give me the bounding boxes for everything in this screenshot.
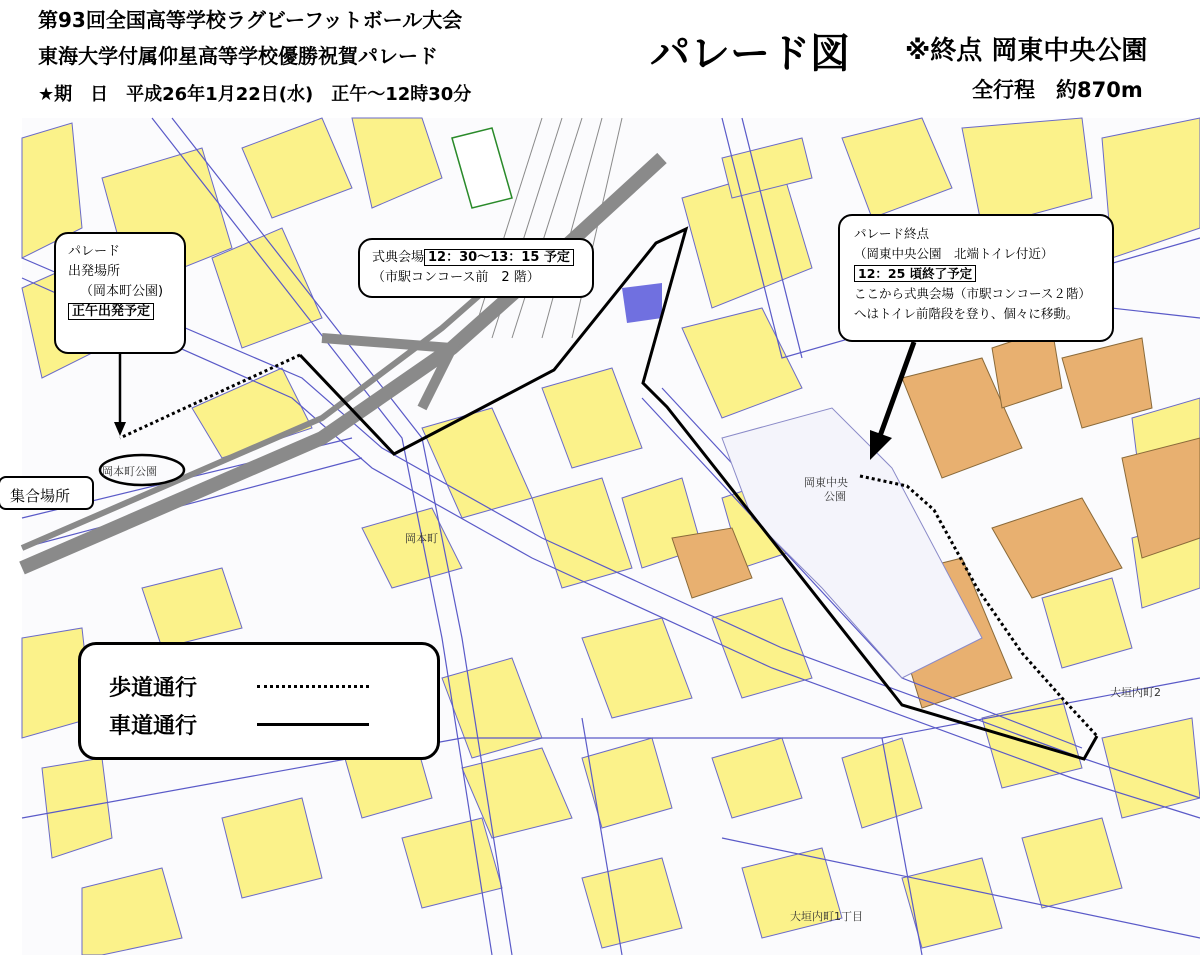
- total-distance: 全行程 約870m: [972, 78, 1143, 102]
- okahigashi-park-label-2: 公園: [824, 490, 846, 503]
- end-line-4: ここから式典会場（市駅コンコース２階）: [854, 286, 1091, 301]
- okamoto-park-label: 岡本町公園: [102, 465, 157, 478]
- okahigashi-park-label-1: 岡東中央: [804, 476, 848, 489]
- page-title: パレード図: [650, 31, 850, 77]
- start-line-2: 出発場所: [68, 264, 121, 279]
- legend: [78, 642, 440, 760]
- district-label-okamoto: 岡本町: [405, 532, 438, 545]
- header-parade-name: 東海大学付属仰星高等学校優勝祝賀パレード: [38, 44, 438, 68]
- legend-sidewalk-label: 歩道通行: [109, 676, 198, 701]
- end-point-title: ※終点 岡東中央公園: [905, 36, 1148, 66]
- ceremony-place: （市駅コンコース前 2 階）: [372, 270, 540, 285]
- start-line-1: パレード: [68, 244, 121, 259]
- green-park: [452, 128, 512, 208]
- ceremony-time-badge: 12：30～13：15 予定: [424, 249, 574, 266]
- legend-sidewalk-line: [257, 685, 369, 688]
- end-line-2: （岡東中央公園 北端トイレ付近）: [854, 246, 1054, 261]
- header-date: ★期 日 平成26年1月22日(水) 正午～12時30分: [38, 84, 472, 105]
- ceremony-label: 式典会場: [372, 250, 425, 265]
- header-event-name: 第93回全国高等学校ラグビーフットボール大会: [38, 8, 463, 32]
- end-line-5: へはトイレ前階段を登り、個々に移動。: [854, 306, 1079, 321]
- start-info-box: [54, 232, 186, 354]
- ceremony-info-box: [358, 238, 594, 298]
- legend-roadway-label: 車道通行: [109, 714, 198, 739]
- district-label-otoneuchi2: 大垣内町2: [1110, 686, 1161, 699]
- end-info-box: [838, 214, 1114, 342]
- parade-map[interactable]: [10, 118, 1200, 955]
- assembly-point-label: 集合場所: [0, 476, 94, 510]
- start-time-badge: 正午出発予定: [68, 303, 154, 320]
- blue-building: [622, 283, 662, 323]
- end-line-1: パレード終点: [854, 226, 930, 241]
- start-arrow-head: [114, 422, 126, 436]
- end-arrow-head: [870, 430, 892, 460]
- start-line-3: （岡本町公園): [80, 284, 164, 299]
- legend-roadway-line: [257, 723, 369, 726]
- end-time-badge: 12：25 頃終了予定: [854, 265, 976, 282]
- district-label-otoneuchi1: 大垣内町1丁目: [790, 910, 863, 923]
